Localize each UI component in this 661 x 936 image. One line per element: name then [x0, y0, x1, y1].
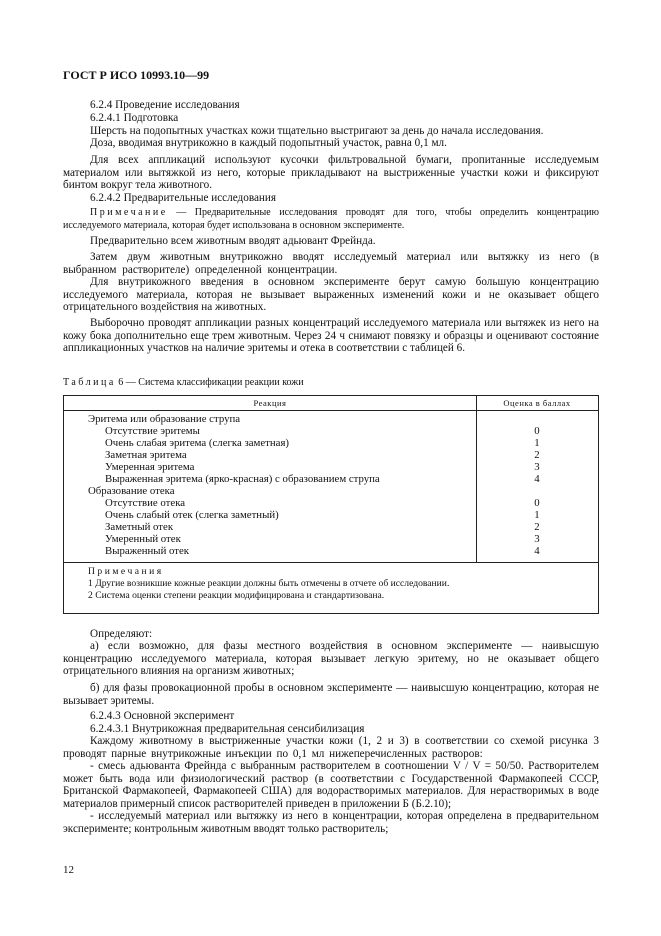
table-caption: [63, 377, 599, 390]
reaction-cell: Очень слабый отек (слегка заметный): [105, 509, 279, 521]
reaction-cell: Заметный отек: [105, 521, 174, 533]
table-row: [64, 509, 598, 521]
table-row: [64, 545, 598, 557]
paragraph: Для всех аппликаций используют кусочки фильтровальной бумаги, пропитанные исследуемым материалом или вытяжкой из него, которые прикладывают на выстриженные участки кожи и фиксируют бинтом вокруг тела животного.: [63, 154, 599, 191]
table-row: [64, 425, 598, 437]
paragraph: - исследуемый материал или вытяжку из него в концентрации, которая определена в предварительном эксперименте; контрольным животным вводят только растворитель;: [63, 810, 599, 835]
table-row: [64, 449, 598, 461]
table-body: [64, 410, 598, 563]
score-cell: 4: [534, 545, 540, 557]
table-note: 2 Система оценки степени реакции модифицирована и стандартизована.: [88, 590, 385, 601]
page-number: 12: [63, 864, 74, 876]
reaction-group: Образование отека: [88, 485, 175, 497]
paragraph: Выборочно проводят аппликации разных концентраций исследуемого материала или вытяжек из него на кожу бока дополнительно еще трем животным. Через 24 ч снимают повязку и образцы и оценивают состояние аппликационных участков на наличие эритемы и отека в соответствии с таблицей 6.: [63, 317, 599, 354]
reaction-cell: Умеренная эритема: [105, 461, 195, 473]
table-row: [64, 437, 598, 449]
paragraph: б) для фазы провокационной пробы в основном эксперименте — наивысшую концентрацию, которая не вызывает эритемы.: [63, 682, 599, 707]
reaction-cell: Отсутствие эритемы: [105, 425, 200, 437]
reaction-cell: Выраженный отек: [105, 545, 190, 557]
note: [63, 206, 599, 232]
table-caption-label: Таблица: [63, 377, 116, 388]
paragraph: Каждому животному в выстриженные участки кожи (1, 2 и 3) в соответствии со схемой рисунка 3 проводят парные внутрикожные инъекции по 0,1 мл нижеперечисленных растворов:: [63, 735, 599, 760]
reaction-cell: Отсутствие отека: [105, 497, 186, 509]
section-heading: 6.2.4.3.1 Внутрикожная предварительная сенсибилизация: [90, 723, 365, 735]
paragraph: а) если возможно, для фазы местного воздействия в основном эксперименте — наивысшую концентрацию исследуемого материала, которая вызывает легкую эритему, но не оказывает общего отрицательного влияния на организм животных;: [63, 640, 599, 677]
column-header-score: Оценка в баллах: [476, 396, 598, 411]
paragraph: Предварительно всем животным вводят адьювант Фрейнда.: [90, 235, 376, 247]
reaction-cell: Очень слабая эритема (слегка заметная): [105, 437, 290, 449]
note-label: Примечание: [90, 207, 168, 218]
score-cell: 2: [534, 449, 540, 461]
paragraph: Для внутрикожного введения в основном эксперименте берут самую большую концентрацию исследуемого материала, которая не вызывает выраженных изменений кожи и не оказывает общего отрицательного воздействия на животных.: [63, 276, 599, 313]
score-cell: 1: [534, 509, 540, 521]
table-row: [64, 461, 598, 473]
score-cell: 4: [534, 473, 540, 485]
table-row: [64, 473, 598, 485]
score-cell: 0: [534, 425, 540, 437]
section-heading: 6.2.4.2 Предварительные исследования: [90, 192, 277, 204]
paragraph: Доза, вводимая внутрикожно в каждый подопытный участок, равна 0,1 мл.: [90, 137, 447, 149]
score-cell: 3: [534, 533, 540, 545]
document-header: ГОСТ Р ИСО 10993.10—99: [63, 68, 210, 82]
section-heading: 6.2.4.1 Подготовка: [90, 112, 179, 124]
section-heading: 6.2.4 Проведение исследования: [90, 99, 240, 111]
table-note: 1 Другие возникшие кожные реакции должны быть отмечены в отчете об исследовании.: [88, 578, 450, 589]
paragraph: Определяют:: [90, 628, 153, 640]
table-row: [64, 413, 598, 425]
note-text: — Предварительные исследования проводят для того, чтобы определить концентрацию исследуемого материала, которая будет использована в основном эксперименте.: [63, 207, 599, 231]
table-row: [64, 521, 598, 533]
paragraph: - смесь адьюванта Фрейнда с выбранным растворителем в соотношении V / V = 50/50. Растворителем может быть вода или физиологический раствор (в соответствии с Государственной Фармакопеей СССР, Британской Фармакопеей, Фармакопеей США) для водорастворимых материалов. Для нерастворимых в воде материалов примерный список растворителей приведен в приложении Б (Б.2.10);: [63, 760, 599, 810]
table-row: [64, 497, 598, 509]
paragraph: Шерсть на подопытных участках кожи тщательно выстригают за день до начала исследования.: [90, 125, 544, 137]
reaction-group: Эритема или образование струпа: [88, 413, 241, 425]
score-cell: 3: [534, 461, 540, 473]
column-header-reaction: Реакция: [64, 396, 477, 411]
table-row: [64, 485, 598, 497]
reaction-cell: Выраженная эритема (ярко-красная) с образованием струпа: [105, 473, 380, 485]
score-cell: 0: [534, 497, 540, 509]
table-notes-title: Примечания: [88, 566, 164, 577]
paragraph: Затем двум животным внутрикожно вводят исследуемый материал или вытяжку из него (в выбранном растворителе) определенной концентрации.: [63, 251, 599, 276]
score-cell: 2: [534, 521, 540, 533]
table-notes: [88, 566, 449, 602]
table-caption-text: 6 — Система классификации реакции кожи: [115, 377, 304, 388]
table-row: [64, 533, 598, 545]
skin-reaction-table: [63, 395, 599, 614]
score-cell: 1: [534, 437, 540, 449]
section-heading: 6.2.4.3 Основной эксперимент: [90, 710, 235, 722]
reaction-cell: Умеренный отек: [105, 533, 181, 545]
reaction-cell: Заметная эритема: [105, 449, 187, 461]
